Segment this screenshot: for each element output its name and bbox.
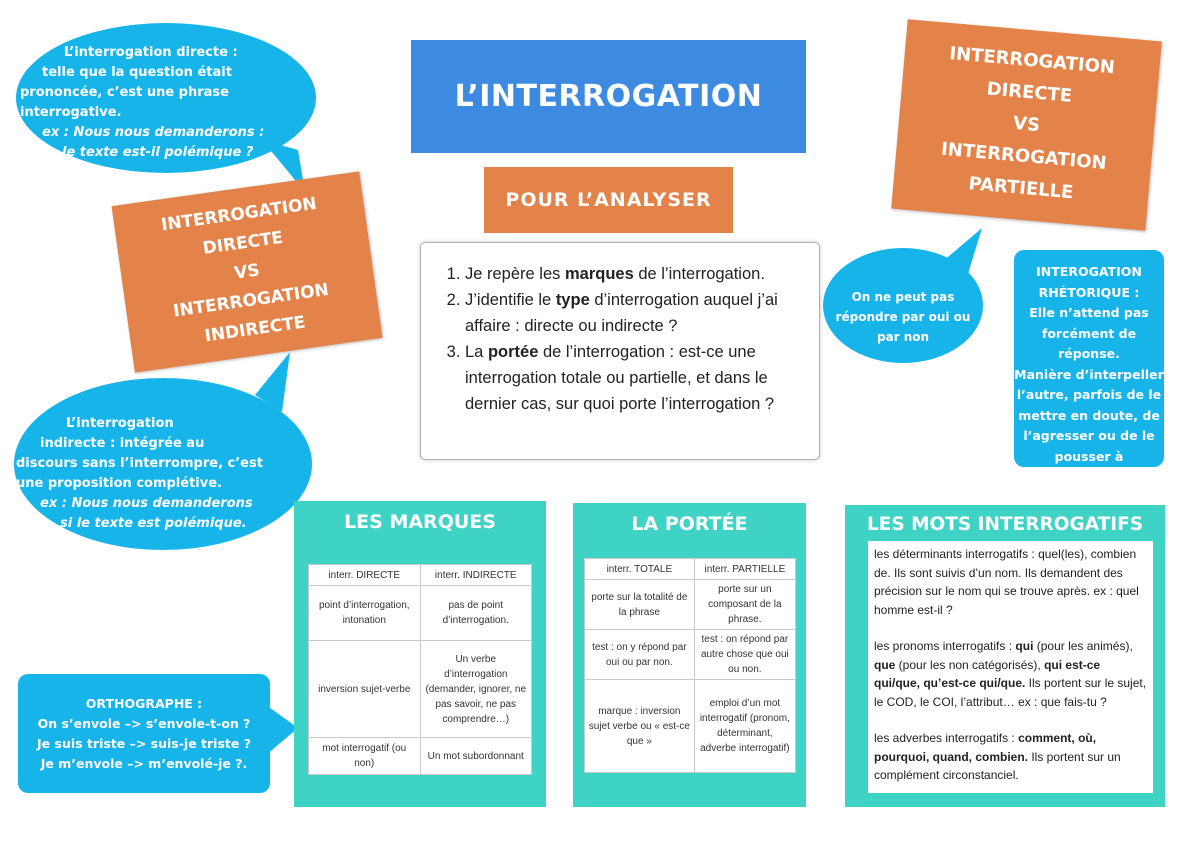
portee-panel <box>573 503 806 807</box>
step-item: 3. La portée de l’interrogation : est-ce une interrogation totale ou partielle, et dans le dernier cas, sur quoi porte l’interrogation ? <box>465 339 809 417</box>
bubble-interrogation-indirecte: L’interrogation indirecte : intégrée au discours sans l’interrompre, c’est une proposition complétive. ex : Nous nous demanderons si le texte est polémique. <box>14 378 312 550</box>
mots-title: LES MOTS INTERROGATIFS <box>866 514 1144 535</box>
page-title: L’INTERROGATION <box>411 40 806 153</box>
marques-table <box>308 564 532 775</box>
portee-title: LA PORTÉE <box>631 513 748 535</box>
mots-interrogatifs-content <box>868 541 1153 793</box>
table-row: point d’interrogation, intonation pas de point d’interrogation. <box>309 586 532 641</box>
pronoms-paragraph: les pronoms interrogatifs : qui (pour les animés), que (pour les non catégorisés), qui est-ce qui/que, qu’est-ce qui/que. Ils portent sur le sujet, le COD, le COI, l’attribut… ex : que fais-tu ? <box>874 639 1147 709</box>
table-row: interr. DIRECTE interr. INDIRECTE <box>309 565 532 586</box>
table-row: test : on y répond par oui ou par non. test : on répond par autre chose que oui ou non. <box>585 630 796 680</box>
marques-panel <box>294 501 546 807</box>
rhetorique-box: INTEROGATION RHÉTORIQUE : Elle n’attend pas forcément de réponse. Manière d’interpeller l’autre, parfois de le mettre en doute, de l’agresser ou de le pousser à l’introspection… <box>1014 250 1164 467</box>
table-row: mot interrogatif (ou non) Un mot subordonnant <box>309 738 532 775</box>
marques-title: LES MARQUES <box>344 511 496 533</box>
directe-vs-partielle-box: INTERROGATION DIRECTE VS INTERROGATION PARTIELLE <box>891 19 1162 231</box>
orthographe-box: ORTHOGRAPHE : On s’envole –> s’envole-t-on ? Je suis triste –> suis-je triste ? Je m’envole –> m’envolé-je ?. <box>18 674 270 793</box>
adverbes-paragraph: les adverbes interrogatifs : comment, où, pourquoi, quand, combien. Ils portent sur un complément circonstanciel. <box>874 731 1121 782</box>
portee-table <box>584 558 796 773</box>
bubble-interrogation-directe: L’interrogation directe : telle que la question était prononcée, c’est une phrase interrogative. ex : Nous nous demanderons : le texte est-il polémique ? <box>16 23 316 173</box>
subtitle-banner: POUR L’ANALYSER <box>484 167 733 233</box>
step-item: 1. Je repère les marques de l’interrogation. <box>465 261 809 287</box>
table-row: inversion sujet-verbe Un verbe d’interrogation (demander, ignorer, ne pas savoir, ne pas comprendre…) <box>309 641 532 738</box>
bubble-interrogation-partielle: On ne peut pas répondre par oui ou par non <box>823 248 983 363</box>
directe-vs-indirecte-box: INTERROGATION DIRECTE VS INTERROGATION INDIRECTE <box>112 171 383 372</box>
table-row: interr. TOTALE interr. PARTIELLE <box>585 559 796 580</box>
table-row: porte sur la totalité de la phrase porte sur un composant de la phrase. <box>585 580 796 630</box>
determinants-paragraph: les déterminants interrogatifs : quel(les), combien de. Ils sont suivis d’un nom. Ils demandent des précision sur le nom qui se trouve après. ex : quel homme est-il ? <box>874 547 1139 617</box>
table-row: marque : inversion sujet verbe ou « est-ce que » emploi d’un mot interrogatif (pronom, déterminant, adverbe interrogatif) <box>585 680 796 773</box>
step-item: 2. J’identifie le type d’interrogation auquel j’ai affaire : directe ou indirecte ? <box>465 287 809 339</box>
